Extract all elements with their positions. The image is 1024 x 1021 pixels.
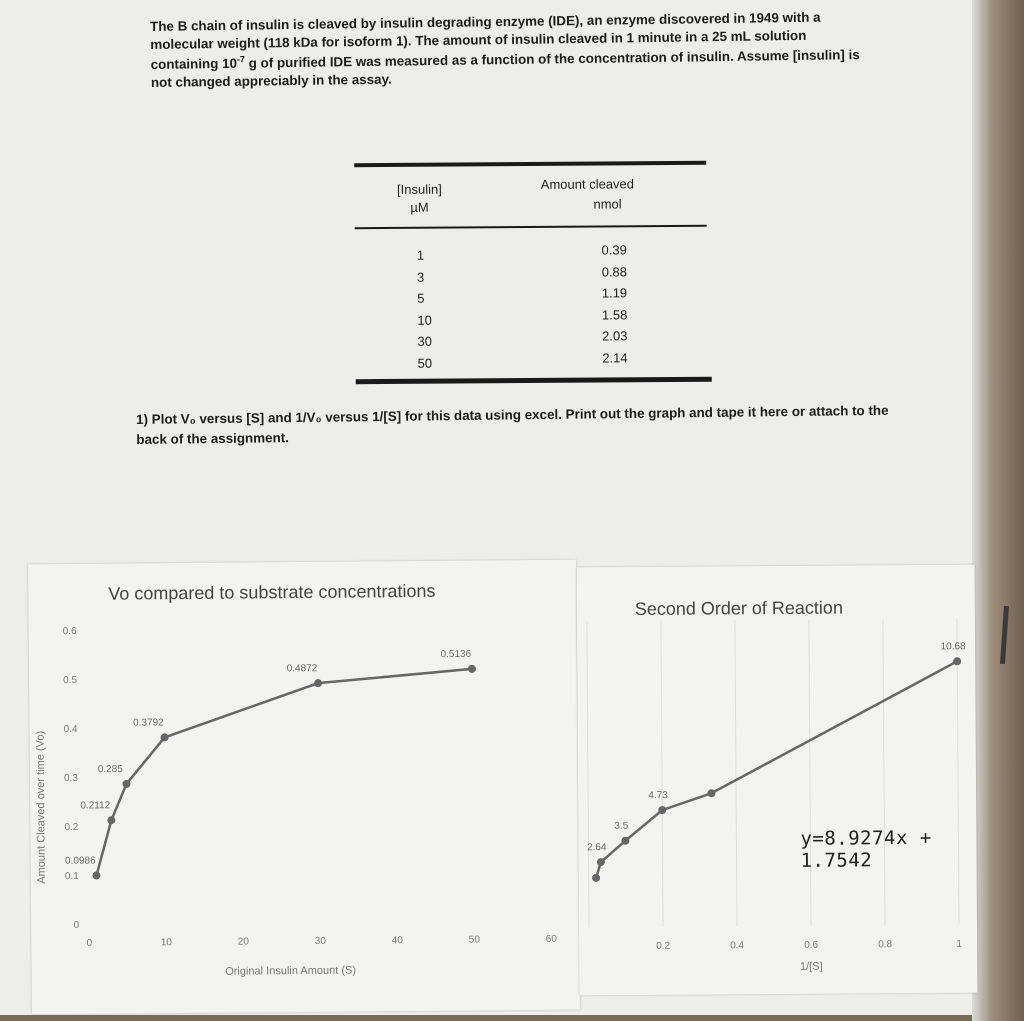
col-cleaved-unit: nmol: [593, 196, 622, 212]
gridline: [809, 620, 811, 926]
x-tick-label: 0.8: [878, 939, 893, 951]
data-label: 0.285: [97, 763, 123, 776]
x-tick-label: 0.6: [804, 939, 819, 951]
data-label: 0.0986: [64, 855, 96, 867]
data-point: [468, 665, 476, 673]
y-tick-label: 0.5: [63, 674, 78, 687]
table-cell: 3: [416, 269, 425, 285]
vo-chart-plot: [28, 560, 580, 1015]
problem-text-end: g of purified IDE was measured as a function of the concentration of insulin. Assume [insulin] is not changed appreciably in the assay.: [150, 47, 860, 90]
x-tick-label: 30: [314, 935, 326, 947]
table-cell: 1.58: [601, 307, 628, 323]
x-tick-label: 60: [545, 933, 557, 945]
x-tick-label: 20: [237, 936, 249, 948]
vo-vs-s-chart: [28, 560, 580, 1015]
data-label: 0.2112: [80, 800, 111, 812]
data-label: 3.5: [614, 820, 629, 832]
gridline: [587, 621, 589, 927]
question-text: 1) Plot V₀ versus [S] and 1/V₀ versus 1/[S] for this data using excel. Print out the graph and tape it here or attach to the back of the assignment.: [136, 402, 889, 447]
data-label: 10.68: [940, 641, 966, 653]
data-point: [592, 874, 600, 882]
gridline: [883, 619, 885, 925]
data-label: 0.5136: [440, 648, 472, 661]
table-cell: 30: [417, 334, 432, 350]
table-cell: 0.88: [601, 263, 628, 280]
table-cell: 5: [417, 290, 425, 306]
table-cell: 10: [417, 312, 432, 328]
lineweaver-burk-chart: [577, 565, 978, 996]
table-cell: 1.19: [601, 285, 628, 301]
data-point: [314, 679, 322, 687]
regression-equation: y=8.9274x + 1.7542: [800, 826, 932, 872]
table-cell: 2.03: [602, 328, 628, 344]
col-insulin-unit: µM: [410, 199, 429, 215]
data-point: [597, 858, 605, 866]
insulin-data-table: [354, 161, 710, 385]
y-tick-label: 0.4: [63, 723, 78, 736]
y-tick-label: 0.1: [64, 870, 79, 883]
data-point: [658, 806, 666, 814]
data-label: 2.64: [587, 842, 607, 854]
y-axis-title: Amount Cleaved over time (Vo): [34, 730, 48, 884]
x-tick-label: 1: [956, 938, 962, 950]
data-label: 0.4872: [286, 663, 318, 675]
data-point: [92, 871, 100, 879]
col-insulin-header: [Insulin]: [396, 181, 442, 197]
y-tick-label: 0: [73, 919, 80, 932]
gridline: [735, 620, 737, 926]
y-tick-label: 0.6: [62, 625, 77, 638]
x-tick-label: 40: [391, 935, 403, 947]
data-point: [953, 657, 961, 665]
x-tick-label: 10: [160, 937, 172, 949]
data-point: [621, 837, 629, 845]
x-axis-title: 1/[S]: [799, 960, 823, 973]
x-tick-label: 0.2: [656, 940, 671, 952]
data-label: 0.3792: [133, 717, 164, 729]
chart-title: Second Order of Reaction: [634, 597, 843, 619]
data-point: [161, 733, 169, 741]
desk-edge: [972, 0, 1024, 1021]
data-label: 4.73: [648, 790, 668, 802]
data-point: [122, 780, 130, 788]
x-tick-label: 50: [468, 934, 480, 946]
table-cell: 1: [416, 247, 425, 263]
x-tick-label: 0.4: [730, 940, 745, 952]
table-header-rule: [355, 225, 707, 229]
x-tick-label: 0: [86, 937, 93, 949]
gridline: [661, 621, 663, 927]
col-cleaved-header: Amount cleaved: [540, 176, 635, 192]
x-axis-title: Original Insulin Amount (S): [225, 964, 357, 978]
table-cell: 50: [417, 355, 433, 371]
series-line: [95, 669, 474, 876]
insulin-column: [417, 245, 442, 375]
y-tick-label: 0.2: [64, 821, 79, 834]
chart-title: Vo compared to substrate concentrations: [108, 580, 436, 604]
lb-chart-plot: [577, 565, 978, 996]
data-point: [107, 816, 115, 824]
table-cell: 2.14: [602, 350, 628, 366]
table-bottom-rule: [356, 377, 712, 384]
problem-statement: [150, 8, 871, 92]
cleaved-column: [581, 239, 628, 369]
y-tick-label: 0.3: [63, 772, 78, 785]
problem-text-start: The B chain of insulin is cleaved by insulin degrading enzyme (IDE), an enzyme discovered in 1949 with a molecular weight (118 kDa for isoform 1). The amount of insulin cleaved in 1 minute in a 25 mL solution containing 10: [150, 9, 821, 73]
data-point: [707, 789, 715, 797]
problem-exponent: -7: [236, 54, 245, 65]
table-cell: 0.39: [601, 242, 627, 258]
